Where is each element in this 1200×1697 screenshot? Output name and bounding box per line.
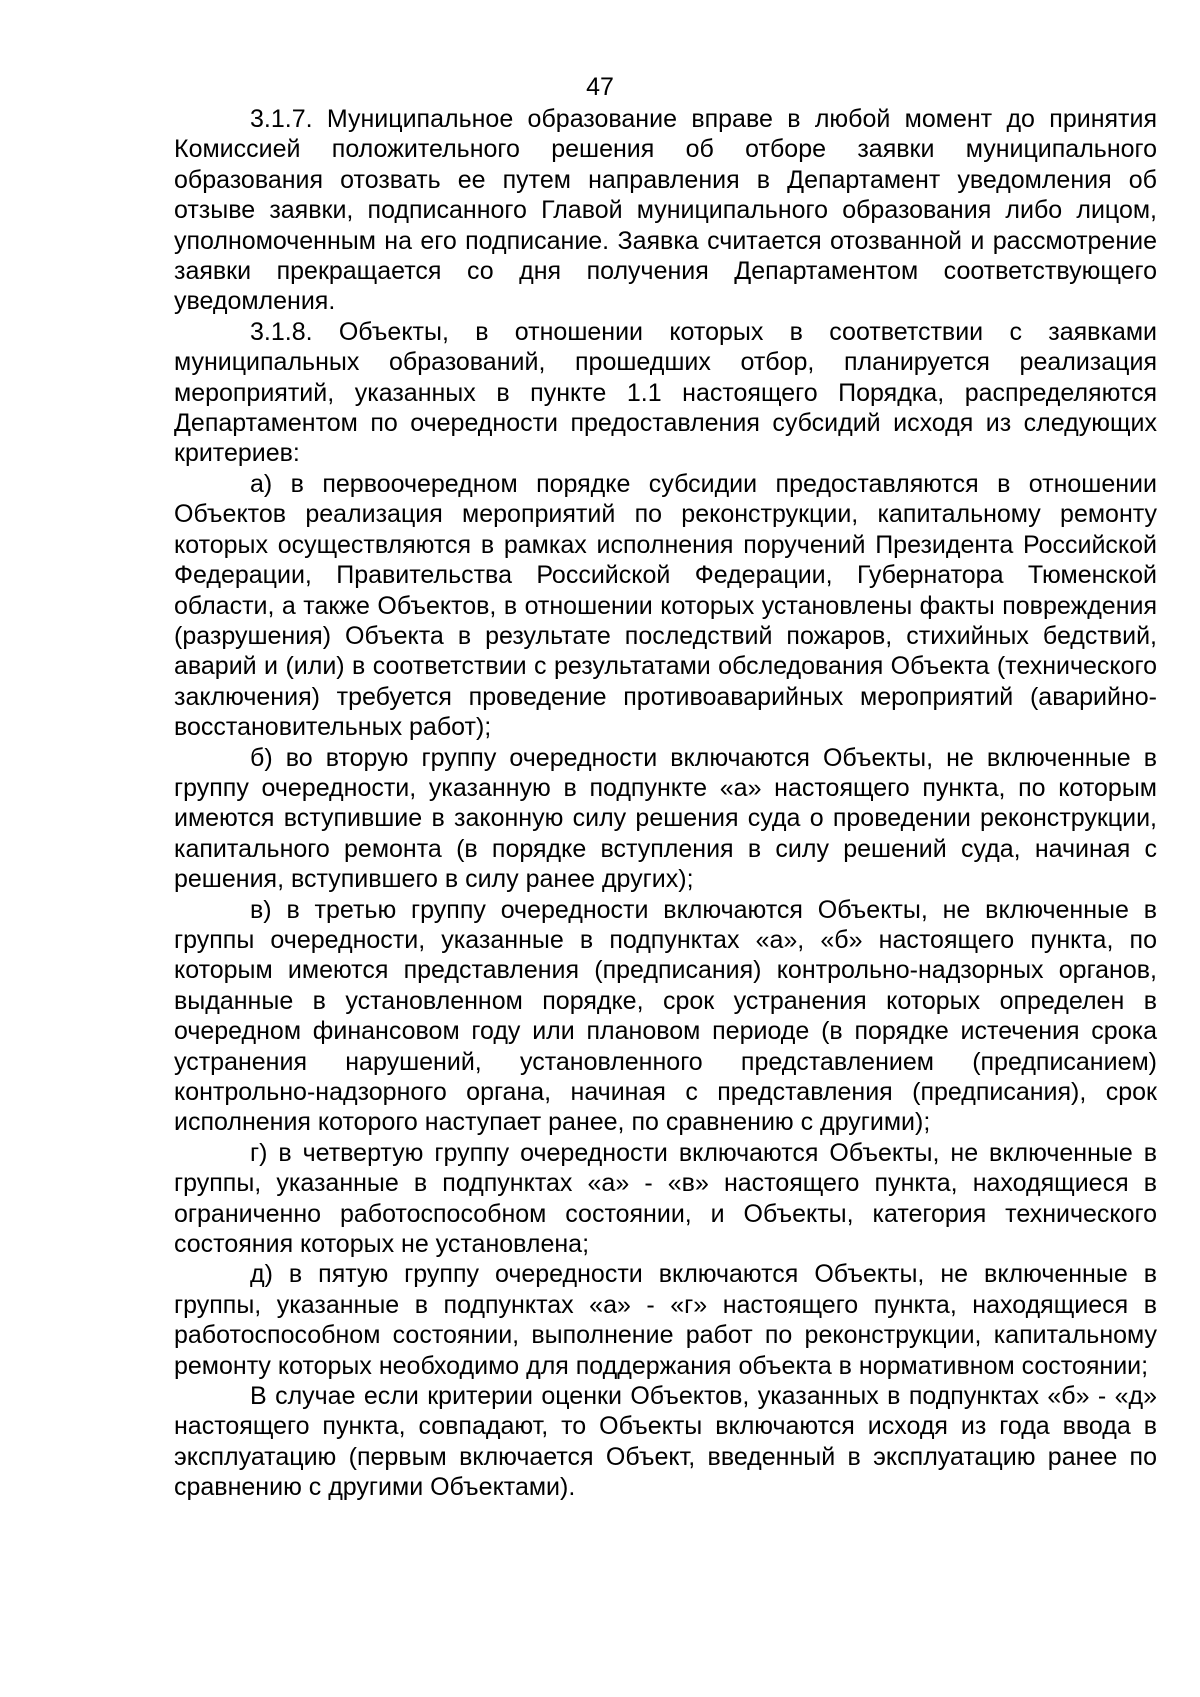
paragraph-3-1-8: 3.1.8. Объекты, в отношении которых в соответствии с заявками муниципальных образований, прошедших отбор, планируется реализация мероприятий, указанных в пункте 1.1 настоящего Порядка, распределяются Департаментом по очередности предоставления субсидий исходя из следующих критериев:: [174, 317, 1157, 468]
paragraph-item-v: в) в третью группу очередности включаются Объекты, не включенные в группы очередности, указанные в подпунктах «а», «б» настоящего пункта, по которым имеются представления (предписания) контрольно-надзорных органов, выданные в установленном порядке, срок устранения которых определен в очередном финансовом году или плановом периоде (в порядке истечения срока устранения нарушений, установленного представлением (предписанием) контрольно-надзорного органа, начиная с представления (предписания), срок исполнения которого наступает ранее, по сравнению с другими);: [174, 895, 1157, 1137]
document-body: [174, 104, 1157, 1503]
page-number: 47: [586, 73, 614, 101]
paragraph-item-a: а) в первоочередном порядке субсидии предоставляются в отношении Объектов реализация мероприятий по реконструкции, капитальному ремонту которых осуществляются в рамках исполнения поручений Президента Российской Федерации, Правительства Российской Федерации, Губернатора Тюменской области, а также Объектов, в отношении которых установлены факты повреждения (разрушения) Объекта в результате последствий пожаров, стихийных бедствий, аварий и (или) в соответствии с результатами обследования Объекта (технического заключения) требуется проведение противоаварийных мероприятий (аварийно-восстановительных работ);: [174, 469, 1157, 742]
paragraph-item-g: г) в четвертую группу очередности включаются Объекты, не включенные в группы, указанные в подпунктах «а» - «в» настоящего пункта, находящиеся в ограниченно работоспособном состоянии, и Объекты, категория технического состояния которых не установлена;: [174, 1138, 1157, 1259]
paragraph-item-d: д) в пятую группу очередности включаются Объекты, не включенные в группы, указанные в подпунктах «а» - «г» настоящего пункта, находящиеся в работоспособном состоянии, выполнение работ по реконструкции, капитальному ремонту которых необходимо для поддержания объекта в нормативном состоянии;: [174, 1260, 1157, 1380]
paragraph-tie-break: В случае если критерии оценки Объектов, указанных в подпунктах «б» - «д» настоящего пункта, совпадают, то Объекты включаются исходя из года ввода в эксплуатацию (первым включается Объект, введенный в эксплуатацию ранее по сравнению с другими Объектами).: [174, 1382, 1157, 1502]
paragraph-item-b: б) во вторую группу очередности включаются Объекты, не включенные в группу очередности, указанную в подпункте «а» настоящего пункта, по которым имеются вступившие в законную силу решения суда о проведении реконструкции, капитального ремонта (в порядке вступления в силу решений суда, начиная с решения, вступившего в силу ранее других);: [174, 743, 1157, 894]
paragraph-3-1-7: 3.1.7. Муниципальное образование вправе в любой момент до принятия Комиссией положительного решения об отборе заявки муниципального образования отозвать ее путем направления в Департамент уведомления об отзыве заявки, подписанного Главой муниципального образования либо лицом, уполномоченным на его подписание. Заявка считается отозванной и рассмотрение заявки прекращается со дня получения Департаментом соответствующего уведомления.: [174, 105, 1157, 316]
